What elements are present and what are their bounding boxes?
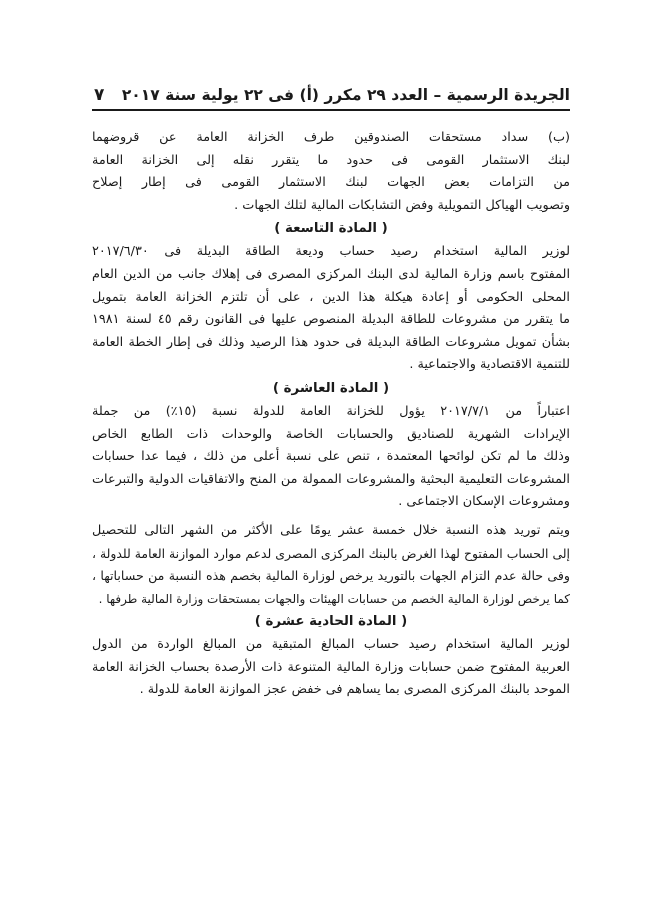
article-9-heading: ( المادة التاسعة ): [274, 221, 388, 237]
article-10-line: ومشروعات الإسكان الاجتماعى .: [398, 494, 570, 510]
article-11-line: الموحد بالبنك المركزى المصرى بما يساهم فى خفض عجز الموازنة العامة للدولة .: [139, 682, 570, 698]
article-10-paragraph-1: [92, 401, 570, 514]
article-9-line: لوزير المالية استخدام رصيد حساب وديعة الطاقة البديلة فى ٢٠١٧/٦/٣٠: [92, 244, 570, 260]
article-11-line: لوزير المالية استخدام رصيد حساب المبالغ المتبقية من المبالغ الواردة من الدول: [92, 637, 570, 653]
clause-b-line: لبنك الاستثمار القومى فى حدود ما يتقرر نقله إلى الخزانة العامة: [92, 152, 570, 168]
article-9-line: للتنمية الاقتصادية والاجتماعية .: [409, 357, 570, 373]
article-11-text: [92, 634, 570, 702]
article-9-text: [92, 241, 570, 377]
gazette-page: [92, 84, 570, 702]
article-9-line: المحلى الحكومى أو إعادة هيكلة هذا الدين ، على أن تلتزم الخزانة العامة بتمويل: [92, 289, 570, 305]
article-10-line: ويتم توريد هذه النسبة خلال خمسة عشر يومًا على الأكثر من الشهر التالى للتحصيل: [92, 522, 570, 538]
article-10-line: المشروعات التعليمية البحثية والمشروعات الممولة من المنح والاتفاقيات الدولية والتبرعات: [92, 471, 570, 487]
article-10-line: وذلك ما لم تكن لوائحها المعتمدة ، تنص على نسبة أعلى من ذلك ، فيما عدا حسابات: [92, 449, 570, 465]
article-10-line: وفى حالة عدم التزام الجهات بالتوريد يرخص لوزارة المالية بخصم هذه النسبة من حساباتها ،: [92, 568, 570, 584]
article-10-line: اعتباراً من ٢٠١٧/٧/١ يؤول للخزانة العامة للدولة نسبة (١٥٪) من جملة: [92, 403, 570, 419]
article-9-line: ما يتقرر من مشروعات للطاقة البديلة المنصوص عليها فى القانون رقم ٤٥ لسنة ١٩٨١: [92, 312, 570, 328]
article-10-line: كما يرخص لوزارة المالية الخصم من حسابات الهيئات والجهات بمستحقات وزارة المالية طرفها .: [98, 591, 570, 606]
article-9-line: المفتوح باسم وزارة المالية لدى البنك المركزى المصرى فى إهلاك جانب من الدين العام: [92, 266, 570, 282]
article-10-paragraph-2: [92, 520, 570, 610]
article-10-line: الإيرادات الشهرية للصناديق والحسابات الخاصة والوحدات ذات الطابع الخاص: [92, 426, 570, 442]
article-10-heading: ( المادة العاشرة ): [272, 380, 390, 396]
article-10-line: إلى الحساب المفتوح لهذا الغرض بالبنك المركزى المصرى لدعم موارد الموازنة العامة للدولة ،: [92, 545, 570, 561]
page-number: ٧: [94, 85, 105, 105]
article-11-line: العربية المفتوح ضمن حسابات وزارة المالية المتنوعة ذات الأرصدة بحساب الخزانة العامة: [92, 659, 570, 675]
clause-b: [92, 127, 570, 217]
clause-b-line: وتصويب الهياكل التمويلية وفض التشابكات المالية لتلك الجهات .: [234, 197, 570, 213]
clause-b-line: من التزامات بعض الجهات لبنك الاستثمار القومى فى إطار إصلاح: [92, 175, 570, 191]
clause-b-line: (ب) سداد مستحقات الصندوقين طرف الخزانة العامة عن قروضهما: [92, 130, 570, 145]
article-9-line: بشأن تمويل مشروعات الطاقة البديلة فى حدود هذا الرصيد وذلك فى إطار الخطة العامة: [92, 334, 570, 350]
article-11-heading: ( المادة الحادية عشرة ): [254, 614, 408, 630]
page-header: [92, 84, 570, 111]
gazette-title: الجريدة الرسمية – العدد ٢٩ مكرر (أ) فى ٢٢ يولية سنة ٢٠١٧: [121, 86, 570, 104]
